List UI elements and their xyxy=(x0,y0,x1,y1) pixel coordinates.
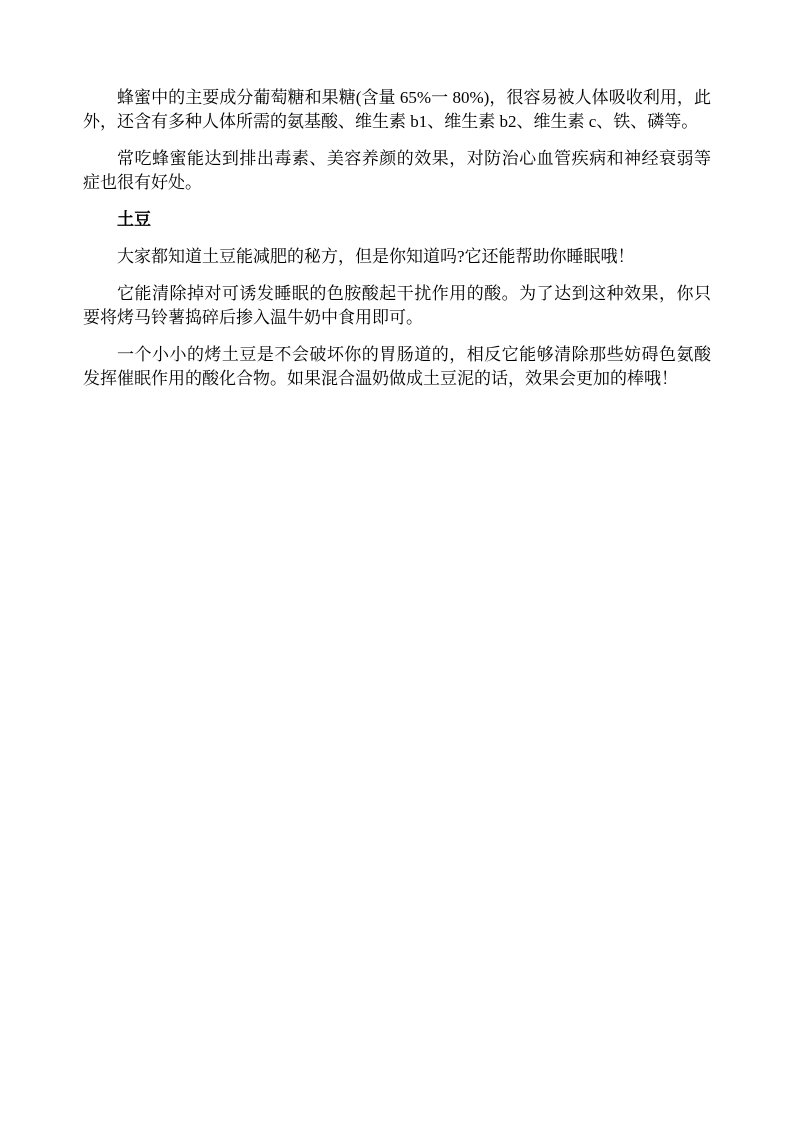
heading-potato: 土豆 xyxy=(117,210,151,229)
paragraph-honey-composition: 蜂蜜中的主要成分葡萄糖和果糖(含量 65%一 80%)，很容易被人体吸收利用，此外，还含有多种人体所需的氨基酸、维生素 b1、维生素 b2、维生素 c、铁、磷等。 xyxy=(83,88,711,131)
paragraph-potato-sleep-intro: 大家都知道土豆能减肥的秘方，但是你知道吗?它还能帮助你睡眠哦！ xyxy=(117,247,635,266)
paragraph-potato-mechanism: 它能清除掉对可诱发睡眠的色胺酸起干扰作用的酸。为了达到这种效果，你只要将烤马铃薯捣碎后掺入温牛奶中食用即可。 xyxy=(83,284,711,327)
paragraph-potato-mash-tip: 一个小小的烤土豆是不会破坏你的胃肠道的，相反它能够清除那些妨碍色氨酸发挥催眠作用的酸化合物。如果混合温奶做成土豆泥的话，效果会更加的棒哦！ xyxy=(83,345,711,388)
paragraph-honey-benefits: 常吃蜂蜜能达到排出毒素、美容养颜的效果，对防治心血管疾病和神经衰弱等症也很有好处。 xyxy=(83,149,711,192)
